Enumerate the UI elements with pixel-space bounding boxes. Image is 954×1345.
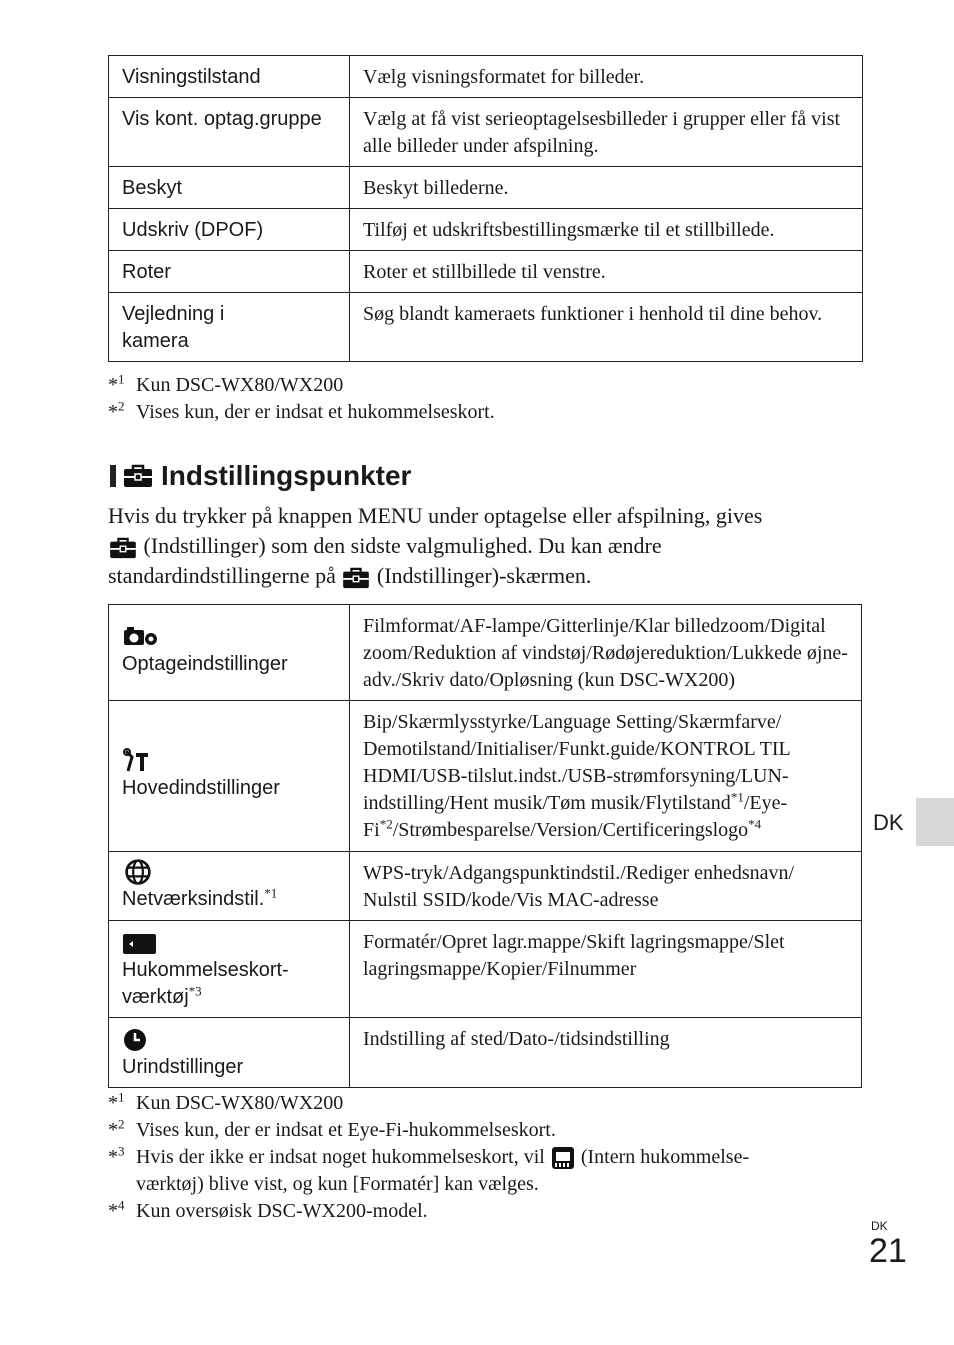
footnote: *$^1$ Kun DSC-WX80/WX200 xyxy=(108,371,344,396)
item-label: Visningstilstand xyxy=(109,56,350,98)
item-label: Hovedindstillinger xyxy=(109,701,350,852)
table-row xyxy=(109,98,863,167)
section-intro: Hvis du trykker på knappen MENU under optagelse eller afspilning, gives (Indstillinger) som den sidste valgmulighed. Du kan ændre standardindstillingerne på (Indstillinger)-skærmen. xyxy=(108,503,763,588)
table-row xyxy=(109,605,862,701)
item-label: Roter xyxy=(109,251,350,293)
item-description: Beskyt billederne. xyxy=(350,167,863,209)
footnotes-table1 xyxy=(108,372,495,426)
clock-icon xyxy=(122,1026,150,1054)
playback-menu-table xyxy=(108,55,863,362)
tools-icon xyxy=(122,747,152,775)
section-title: Indstillingspunkter xyxy=(161,460,412,491)
footnote: *$^2$ Vises kun, der er indsat et Eye-Fi-hukommelseskort. xyxy=(108,1116,556,1141)
item-label: Vis kont. optag.gruppe xyxy=(109,98,350,167)
table-row xyxy=(109,167,863,209)
page-number: 21 xyxy=(869,1232,907,1270)
language-tab-marker xyxy=(916,798,954,846)
footnote: *$^3$ Hvis der ikke er indsat noget hukommelseskort, vil (Intern hukommelse- værktøj) blive vist, og kun [Formatér] kan vælges. xyxy=(108,1143,750,1195)
item-label: Urindstillinger xyxy=(109,1018,350,1088)
item-description: Vælg visningsformatet for billeder. xyxy=(350,56,863,98)
section-heading xyxy=(110,460,411,492)
toolbox-icon xyxy=(123,464,153,488)
heading-marker xyxy=(110,465,116,487)
footnote: *$^2$ Vises kun, der er indsat et hukommelseskort. xyxy=(108,398,495,423)
footnote: *$^4$ Kun oversøisk DSC-WX200-model. xyxy=(108,1197,428,1222)
item-description: Bip/Skærmlysstyrke/Language Setting/Skærmfarve/ Demotilstand/Initialiser/Funkt.guide/KONTROL TIL HDMI/USB-tilslut.indst./USB-strømforsyning/LUN-indstilling/Hent musik/Tøm musik/Flytilstand$^{*1}$/Eye-Fi$^{*2}$/Strømbesparelse/Version/Certificeringslogo$^{*4}$ xyxy=(350,701,862,852)
item-label: Beskyt xyxy=(109,167,350,209)
camera-settings-icon xyxy=(122,623,158,651)
globe-icon xyxy=(122,858,154,886)
language-tab-label: DK xyxy=(873,810,904,835)
item-label: Udskriv (DPOF) xyxy=(109,209,350,251)
item-label: Optageindstillinger xyxy=(109,605,350,701)
item-description: Tilføj et udskriftsbestillingsmærke til et stillbillede. xyxy=(350,209,863,251)
toolbox-icon xyxy=(108,537,138,559)
item-label: Netværksindstil.$^{*1}$ xyxy=(109,852,350,921)
item-description: Formatér/Opret lagr.mappe/Skift lagringsmappe/Slet lagringsmappe/Kopier/Filnummer xyxy=(350,921,862,1018)
memory-card-icon xyxy=(122,929,158,957)
table-row xyxy=(109,1018,862,1088)
table-row xyxy=(109,852,862,921)
table-row xyxy=(109,251,863,293)
table-row xyxy=(109,701,862,852)
table-row xyxy=(109,56,863,98)
item-description: WPS-tryk/Adgangspunktindstil./Rediger enhedsnavn/ Nulstil SSID/kode/Vis MAC-adresse xyxy=(350,852,862,921)
item-label: Vejledning i kamera xyxy=(109,293,350,362)
table-row xyxy=(109,921,862,1018)
item-description: Indstilling af sted/Dato-/tidsindstilling xyxy=(350,1018,862,1088)
table-row xyxy=(109,293,863,362)
page-language: DK xyxy=(871,1219,888,1233)
internal-memory-icon xyxy=(550,1146,576,1170)
toolbox-icon xyxy=(341,567,371,589)
item-description: Filmformat/AF-lampe/Gitterlinje/Klar billedzoom/Digital zoom/Reduktion af vindstøj/Rødøjereduktion/Lukkede øjne-adv./Skriv dato/Opløsning (kun DSC-WX200) xyxy=(350,605,862,701)
settings-table xyxy=(108,604,862,1088)
item-description: Vælg at få vist serieoptagelsesbilleder i grupper eller få vist alle billeder under afspilning. xyxy=(350,98,863,167)
footnotes-table2 xyxy=(108,1090,848,1225)
item-description: Søg blandt kameraets funktioner i henhold til dine behov. xyxy=(350,293,863,362)
item-label: Hukommelseskort-værktøj$^{*3}$ xyxy=(109,921,350,1018)
table-row xyxy=(109,209,863,251)
item-description: Roter et stillbillede til venstre. xyxy=(350,251,863,293)
footnote: *$^1$ Kun DSC-WX80/WX200 xyxy=(108,1089,344,1114)
